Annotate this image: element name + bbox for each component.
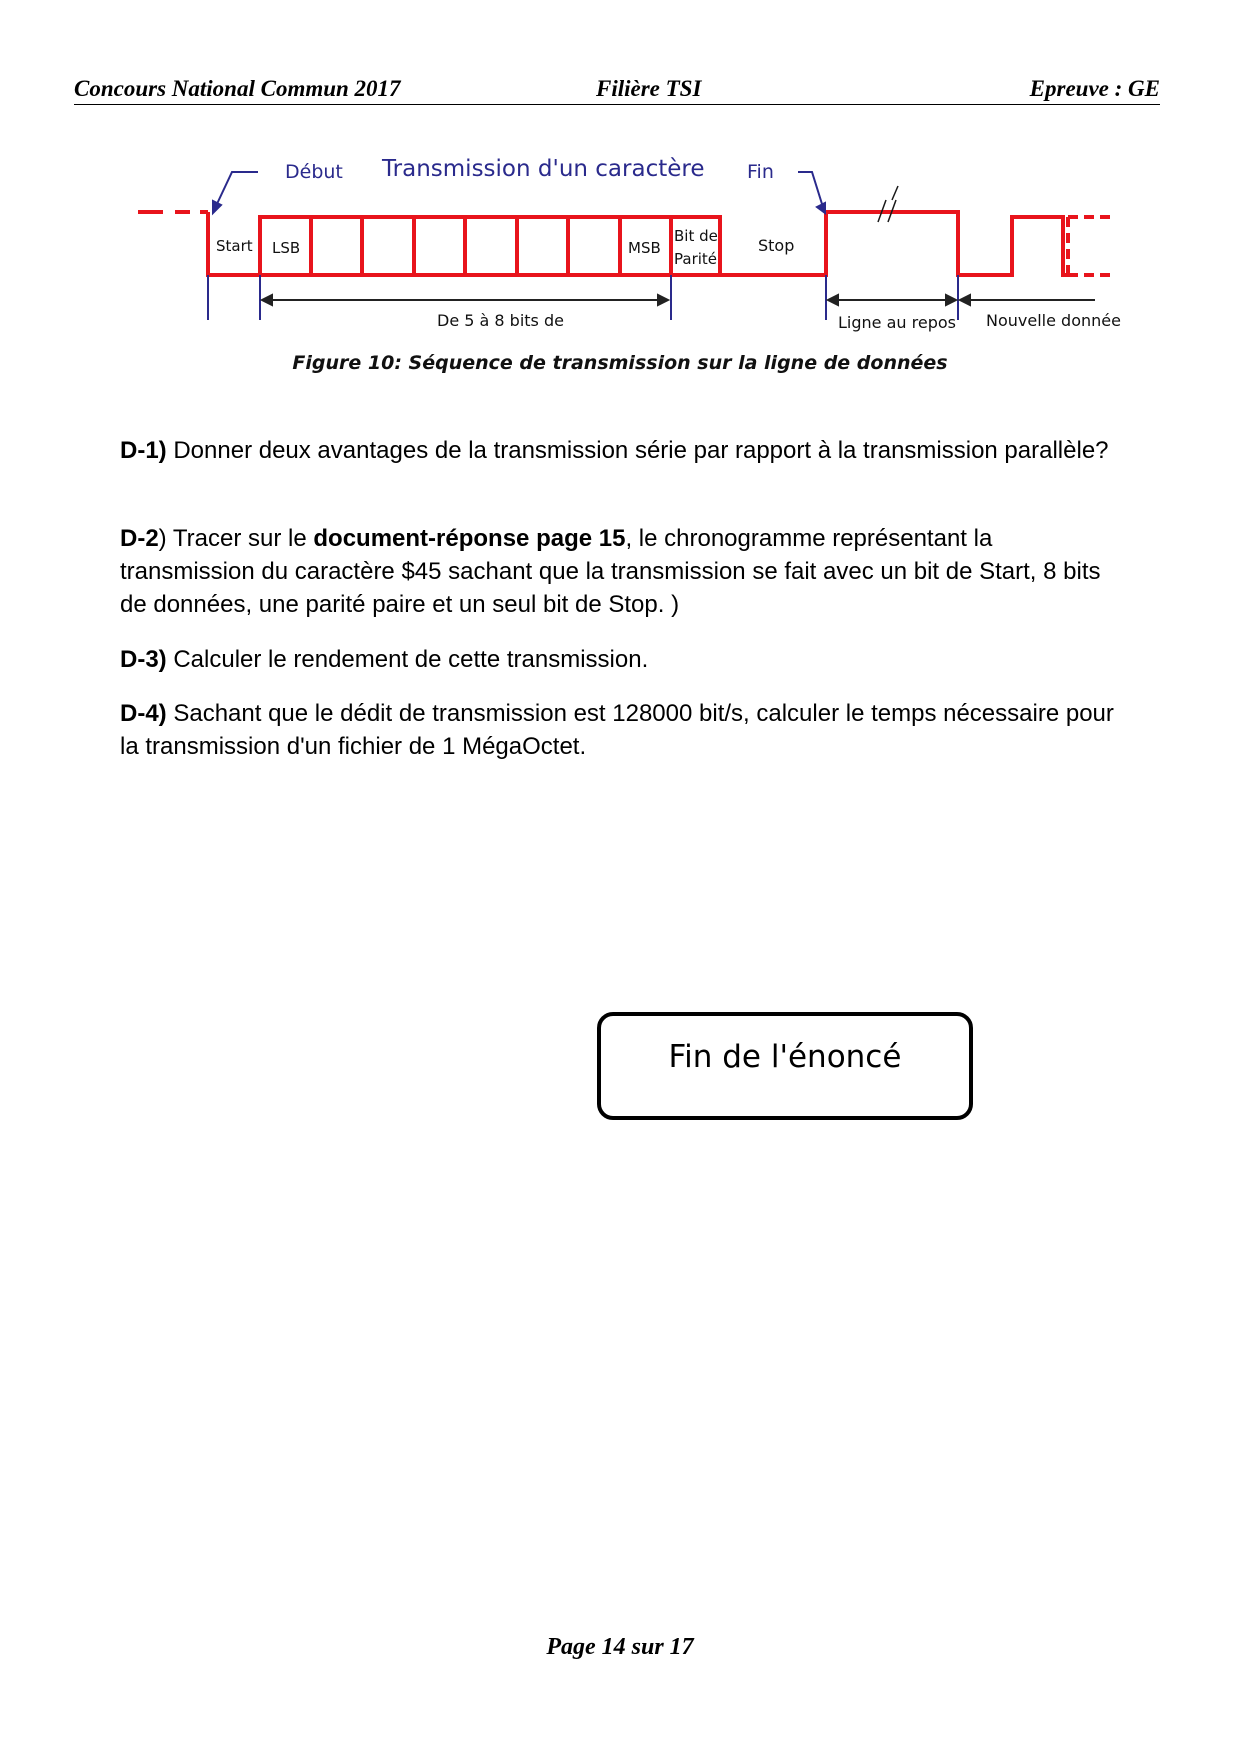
question-label: D-2 [120, 525, 159, 552]
end-of-statement-text: Fin de l'énoncé [668, 1039, 902, 1075]
label-stop: Stop [758, 236, 795, 255]
question-label: D-1) [120, 437, 167, 464]
label-idle: Ligne au repos [838, 313, 956, 332]
question-d2 [120, 522, 1130, 621]
label-start: Start [216, 237, 253, 255]
header-contest: Concours National Commun 2017 [74, 76, 401, 101]
end-of-statement-box [597, 1012, 973, 1120]
question-label: D-3) [120, 646, 167, 673]
label-bits-range: De 5 à 8 bits de [437, 311, 564, 330]
break-marks [878, 186, 898, 222]
question-text: Donner deux avantages de la transmission série par rapport à la transmission parallèle? [166, 437, 1109, 464]
page-number: Page 14 sur 17 [546, 1634, 694, 1660]
label-debut: Début [285, 161, 343, 183]
header-exam: Epreuve : GE [1029, 76, 1160, 101]
diagram-title: Transmission d'un caractère [382, 156, 705, 182]
question-emphasis: document-réponse page 15 [313, 525, 626, 552]
label-msb: MSB [628, 239, 661, 257]
label-parity-2: Parité [674, 250, 718, 268]
question-d4 [120, 697, 1130, 763]
header-track: Filière TSI [596, 76, 702, 101]
question-text: Sachant que le dédit de transmission est 128000 bit/s, calculer le temps nécessaire pour la transmission d'un fichier de 1 MégaOctet. [120, 700, 1114, 760]
question-label: D-4) [120, 700, 167, 727]
dimension-arrows [262, 295, 1095, 305]
transmission-diagram [0, 0, 1240, 340]
question-d3 [120, 643, 1130, 676]
label-fin: Fin [747, 161, 774, 183]
question-d1 [120, 434, 1130, 467]
question-text: ) Tracer sur le [158, 525, 314, 552]
question-text: , le chronogramme représentant la transmission du caractère $45 sachant que la transmission se fait avec un bit de Start, 8 bits de données, une parité paire et un seul bit de Stop. ) [120, 525, 1101, 618]
figure-caption: Figure 10: Séquence de transmission sur la ligne de données [292, 352, 948, 374]
question-text: Calculer le rendement de cette transmission. [166, 646, 649, 673]
label-lsb: LSB [272, 239, 301, 257]
label-parity-1: Bit de [674, 227, 718, 245]
label-new-data: Nouvelle donnée [986, 311, 1121, 330]
